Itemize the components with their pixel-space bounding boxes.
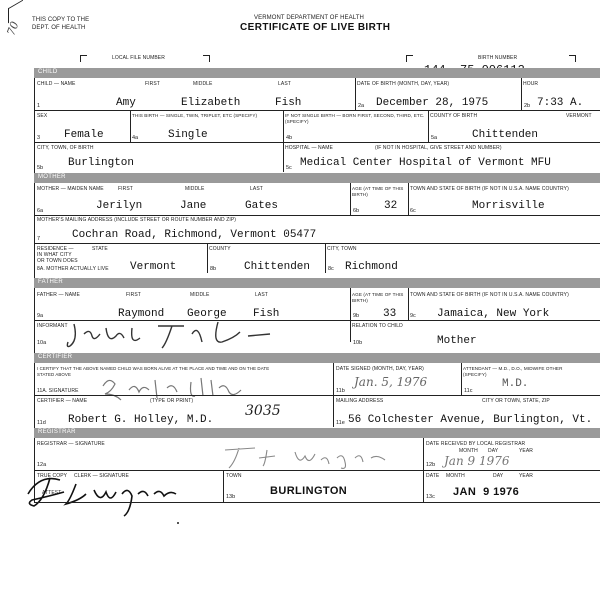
- residence-label-3: OR TOWN DOES: [37, 258, 78, 264]
- mother-county: Chittenden: [244, 261, 311, 273]
- father-first-name: Raymond: [118, 308, 165, 320]
- father-middle-name: George: [187, 308, 227, 320]
- field-num-6c: 6c: [410, 208, 416, 214]
- rule-h6: [34, 395, 600, 396]
- mother-state-label: STATE: [92, 246, 108, 252]
- attest-label: ATTEST: [42, 490, 62, 496]
- birth-number-bracket-right: [569, 55, 576, 62]
- rule-h2: [34, 142, 600, 143]
- mother-city-label: CITY, TOWN: [327, 246, 357, 252]
- hospital-note: (IF NOT IN HOSPITAL, GIVE STREET AND NUMBER): [375, 145, 502, 151]
- certifier-signature-label: 11A. SIGNATURE: [37, 388, 79, 394]
- field-num-5a: 5a: [431, 135, 438, 141]
- residence-label-1: RESIDENCE —: [37, 246, 74, 252]
- birth-order-label: IF NOT SINGLE BIRTH — BORN FIRST, SECOND, THIRD, ETC. (SPECIFY): [285, 113, 425, 124]
- mother-middle-label: MIDDLE: [185, 186, 205, 192]
- clerk-signature-label: CLERK — SIGNATURE: [74, 473, 129, 479]
- local-file-label: LOCAL FILE NUMBER: [112, 55, 165, 61]
- field-num-8c: 8c: [328, 266, 334, 272]
- county-of-birth: Chittenden: [472, 129, 539, 141]
- certify-statement-1: I CERTIFY THAT THE ABOVE NAMED CHILD WAS BORN ALIVE AT THE PLACE AND TIME AND ON THE DATE: [37, 366, 270, 371]
- mother-last-label: LAST: [250, 186, 263, 192]
- mother-birthplace-label: TOWN AND STATE OF BIRTH (IF NOT IN U.S.A. NAME COUNTRY): [410, 186, 569, 192]
- county-of-birth-label: COUNTY OF BIRTH: [430, 113, 478, 119]
- registrar-signature-label: REGISTRAR — SIGNATURE: [37, 441, 105, 447]
- local-file-bracket-right: [203, 55, 210, 62]
- rule-v15: [333, 395, 334, 427]
- child-name-label: CHILD — NAME: [37, 81, 76, 87]
- certify-statement-2: STATED ABOVE: [37, 372, 71, 377]
- rule-v12: [408, 288, 409, 320]
- field-num-1: 1: [37, 103, 41, 109]
- field-num-9b: 9b: [353, 313, 360, 319]
- rule-v7: [350, 183, 351, 215]
- certifier-number: 3035: [245, 403, 281, 419]
- copy-note-line-2: DEPT. OF HEALTH: [32, 25, 86, 31]
- copy-note-line-1: THIS COPY TO THE: [32, 17, 90, 23]
- rule-v1: [355, 78, 356, 110]
- father-age-label: AGE (AT TIME OF THIS BIRTH): [352, 292, 404, 303]
- field-num-10b: 10b: [353, 340, 363, 346]
- mother-last-name: Gates: [245, 200, 279, 212]
- field-num-11b: 11b: [336, 388, 345, 394]
- date-received: Jan 9 1976: [444, 454, 510, 468]
- child-middle-name: Elizabeth: [181, 97, 241, 109]
- registrar-day-label: DAY: [493, 473, 504, 479]
- field-num-13b: 13b: [226, 494, 236, 500]
- field-num-5c: 5c: [286, 165, 292, 171]
- mother-maiden-label: MOTHER — MAIDEN NAME: [37, 186, 104, 192]
- attendant-label: ATTENDANT — M.D., D.O., MIDWIFE OTHER (SPECIFY): [463, 366, 563, 377]
- father-section-title: FATHER: [38, 279, 64, 285]
- margin-mark: 70: [4, 19, 22, 38]
- rule-h1: [34, 110, 600, 111]
- child-last-name: Fish: [275, 97, 302, 109]
- residence-label-2: IN WHAT CITY: [37, 252, 72, 258]
- field-num-4a: 4a: [132, 135, 139, 141]
- mother-mailing-address: Cochran Road, Richmond, Vermont 05477: [72, 229, 317, 241]
- field-num-2b: 2b: [524, 103, 531, 109]
- mother-state: Vermont: [130, 261, 177, 273]
- rule-h8: [34, 502, 600, 503]
- date-signed: Jan. 5, 1976: [354, 375, 428, 389]
- registrar-date-label: DATE: [426, 473, 440, 479]
- field-num-10a: 10a: [37, 340, 47, 346]
- certifier-name: Robert G. Holley, M.D.: [68, 414, 214, 426]
- rule-v2: [521, 78, 522, 110]
- rule-h4: [34, 243, 600, 244]
- field-num-4b: 4b: [286, 135, 293, 141]
- mother-county-label: COUNTY: [209, 246, 231, 252]
- registrar-year-label: YEAR: [519, 473, 534, 479]
- certifier-city-label: CITY OR TOWN, STATE, ZIP: [482, 398, 550, 404]
- hospital-name: Medical Center Hospital of Vermont MFU: [300, 157, 551, 169]
- date-received-label: DATE RECEIVED BY LOCAL REGISTRAR: [426, 441, 526, 447]
- rule-v10: [325, 243, 326, 273]
- father-first-label: FIRST: [126, 292, 141, 298]
- received-day-label: DAY: [488, 448, 499, 454]
- field-num-5b: 5b: [37, 165, 44, 171]
- mother-birthplace: Morrisville: [472, 200, 545, 212]
- birth-hour: 7:33 A.: [537, 97, 584, 109]
- registrar-section-header: [34, 428, 600, 438]
- field-num-3: 3: [37, 135, 41, 141]
- certifier-section-title: CERTIFIER: [38, 354, 73, 360]
- field-num-6b: 6b: [353, 208, 360, 214]
- rule-v14: [461, 363, 462, 395]
- rule-v18: [423, 470, 424, 502]
- field-num-6a: 6a: [37, 208, 44, 214]
- field-num-9a: 9a: [37, 313, 44, 319]
- father-last-label: LAST: [255, 292, 268, 298]
- mother-middle-name: Jane: [180, 200, 207, 212]
- field-num-12b: 12b: [426, 462, 436, 468]
- father-section-header: [34, 278, 600, 288]
- field-num-11d: 11d: [37, 420, 46, 426]
- rule-v11: [350, 288, 351, 342]
- hospital-label: HOSPITAL — NAME: [285, 145, 333, 151]
- registrar-month-label: MONTH: [446, 473, 465, 479]
- rule-v3: [130, 110, 131, 142]
- type-or-print-label: (TYPE OR PRINT): [150, 398, 194, 404]
- rule-v13: [333, 363, 334, 395]
- field-num-11c: 11c: [464, 388, 473, 394]
- mother-first-label: FIRST: [118, 186, 133, 192]
- mother-mailing-label: MOTHER'S MAILING ADDRESS (INCLUDE STREET OR ROUTE NUMBER AND ZIP): [37, 217, 237, 223]
- informant-label: INFORMANT: [37, 323, 68, 329]
- department-name: VERMONT DEPARTMENT OF HEALTH: [254, 15, 364, 21]
- father-middle-label: MIDDLE: [190, 292, 210, 298]
- father-name-label: FATHER — NAME: [37, 292, 80, 298]
- date-of-birth: December 28, 1975: [376, 97, 489, 109]
- clerk-signature: [20, 470, 190, 518]
- father-birthplace-label: TOWN AND STATE OF BIRTH (IF NOT IN U.S.A. NAME COUNTRY): [410, 292, 569, 298]
- field-num-7: 7: [37, 236, 41, 242]
- father-last-name: Fish: [253, 308, 280, 320]
- attendant-type: M.D.: [502, 378, 529, 390]
- rule-v16: [423, 438, 424, 470]
- field-num-11e: 11e: [336, 420, 345, 426]
- rule-v5: [428, 110, 429, 142]
- rule-v8: [408, 183, 409, 215]
- field-num-13c: 13c: [426, 494, 435, 500]
- informant-signature: [62, 318, 282, 352]
- certifier-address: 56 Colchester Avenue, Burlington, Vt.: [348, 414, 593, 426]
- certifier-mailing-label: MAILING ADDRESS: [336, 398, 384, 404]
- father-birthplace: Jamaica, New York: [437, 308, 550, 320]
- received-year-label: YEAR: [519, 448, 534, 454]
- mother-age: 32: [384, 200, 398, 212]
- registrar-section-title: REGISTRAR: [38, 429, 76, 435]
- dob-label: DATE OF BIRTH (MONTH, DAY, YEAR): [357, 81, 450, 87]
- hour-label: HOUR: [523, 81, 539, 87]
- field-num-2a: 2a: [358, 103, 365, 109]
- sex-label: SEX: [37, 113, 48, 119]
- registrar-town: BURLINGTON: [270, 485, 348, 497]
- child-section-header: [34, 68, 600, 78]
- father-age: 33: [383, 308, 397, 320]
- page-title: CERTIFICATE OF LIVE BIRTH: [240, 22, 391, 33]
- city-of-birth: Burlington: [68, 157, 135, 169]
- birth-number-bracket: [406, 55, 413, 62]
- vermont-tag: VERMONT: [566, 113, 592, 119]
- child-sex: Female: [64, 129, 104, 141]
- child-first-name: Amy: [116, 97, 136, 109]
- rule-v4: [283, 110, 284, 142]
- date-signed-label: DATE SIGNED (MONTH, DAY, YEAR): [336, 366, 424, 372]
- true-copy-label: TRUE COPY: [37, 473, 68, 479]
- this-birth-value: Single: [168, 129, 208, 141]
- mother-age-label: AGE (AT TIME OF THIS BIRTH): [352, 186, 404, 197]
- child-middle-label: MIDDLE: [193, 81, 213, 87]
- birth-number-label: BIRTH NUMBER: [478, 55, 518, 61]
- local-file-bracket: [80, 55, 87, 62]
- residence-label-4: 8A. MOTHER ACTUALLY LIVE: [37, 266, 109, 272]
- field-num-8b: 8b: [210, 266, 217, 272]
- city-of-birth-label: CITY, TOWN, OF BIRTH: [37, 145, 94, 151]
- registrar-signature: [215, 442, 395, 472]
- mother-section-title: MOTHER: [38, 174, 66, 180]
- received-month-label: MONTH: [459, 448, 478, 454]
- certifier-section-header: [34, 353, 600, 363]
- child-last-label: LAST: [278, 81, 291, 87]
- field-num-12a: 12a: [37, 462, 47, 468]
- mother-city: Richmond: [345, 261, 398, 273]
- child-section-title: CHILD: [38, 69, 58, 75]
- this-birth-label: THIS BIRTH — SINGLE, TWIN, TRIPLET, ETC (SPECIFY): [132, 113, 258, 118]
- mother-section-header: [34, 173, 600, 183]
- rule-h3: [34, 215, 600, 216]
- field-num-9c: 9c: [410, 313, 416, 319]
- relation-to-child: Mother: [437, 335, 477, 347]
- bottom-mark: [177, 522, 179, 524]
- relation-label: RELATION TO CHILD: [352, 323, 403, 329]
- child-first-label: FIRST: [145, 81, 160, 87]
- certifier-name-label: CERTIFIER — NAME: [37, 398, 88, 404]
- rule-v17: [223, 470, 224, 502]
- town-label: TOWN: [226, 473, 242, 479]
- rule-v9: [207, 243, 208, 273]
- mother-first-name: Jerilyn: [96, 200, 143, 212]
- registrar-date: JAN 9 1976: [453, 486, 520, 498]
- rule-v6: [283, 142, 284, 172]
